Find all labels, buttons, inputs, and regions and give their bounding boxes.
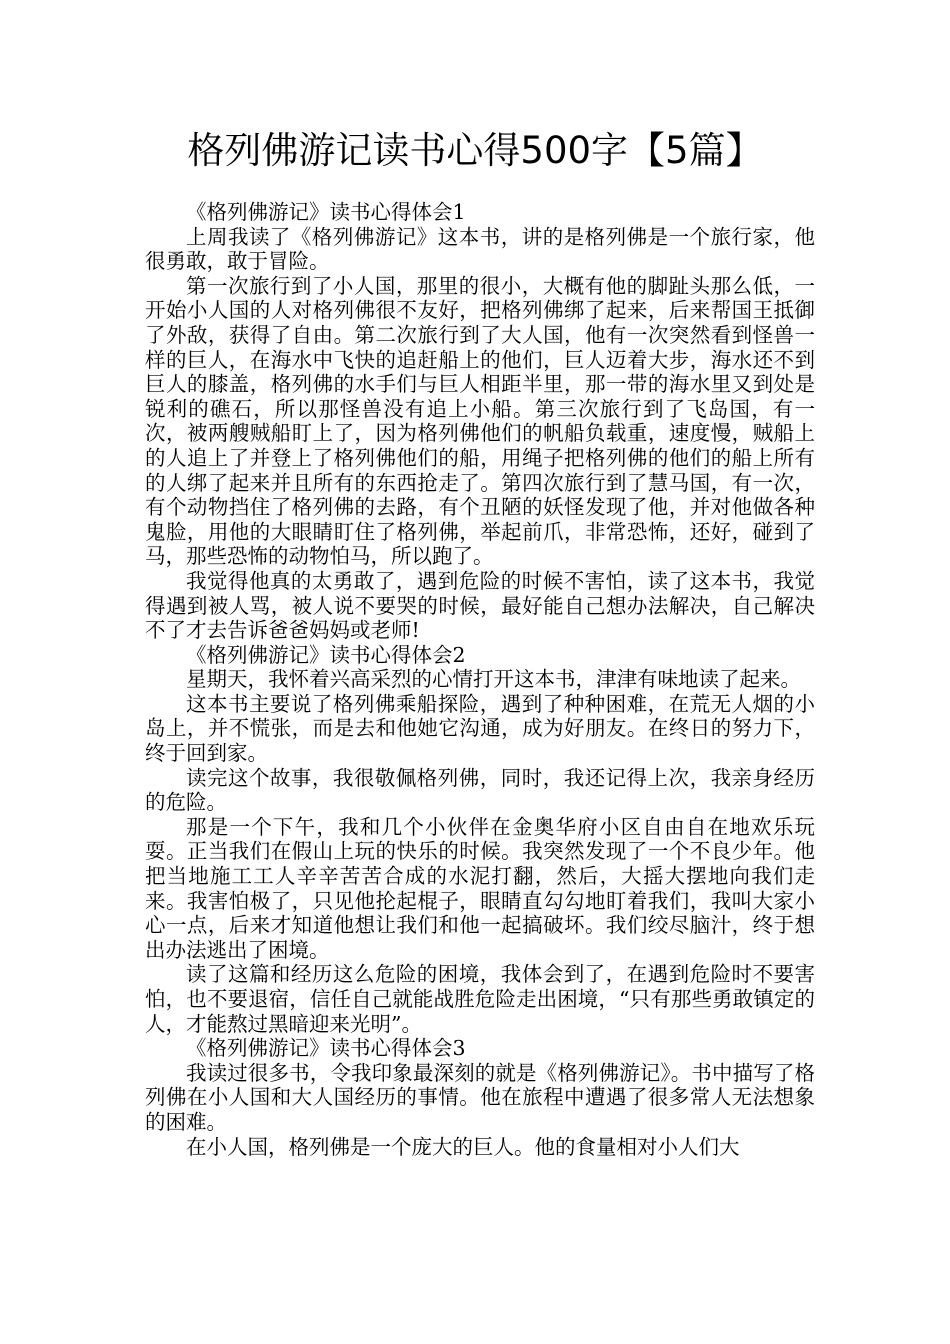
section-heading-3: 《格列佛游记》读书心得体会3 <box>186 1036 466 1061</box>
paragraph: 这本书主要说了格列佛乘船探险，遇到了种种困难，在荒无人烟的小岛上，并不慌张，而是去和他她它沟通，成为好朋友。在终日的努力下，终于回到家。 <box>145 691 815 766</box>
paragraph: 那是一个下午，我和几个小伙伴在金奥华府小区自由自在地欢乐玩耍。正当我们在假山上玩的快乐的时候。我突然发现了一个不良少年。他把当地施工工人辛辛苦苦合成的水泥打翻，然后，大摇大摆地向我们走来。我害怕极了，只见他抡起棍子，眼睛直勾勾地盯着我们，我叫大家小心一点，后来才知道他想让我们和他一起搞破坏。我们绞尽脑汁，终于想出办法逃出了困境。 <box>145 814 815 962</box>
paragraph: 上周我读了《格列佛游记》这本书，讲的是格列佛是一个旅行家，他很勇敢，敢于冒险。 <box>145 224 815 274</box>
paragraph: 读完这个故事，我很敬佩格列佛，同时，我还记得上次，我亲身经历的危险。 <box>145 765 815 815</box>
paragraph: 在小人国，格列佛是一个庞大的巨人。他的食量相对小人们大 <box>186 1134 740 1159</box>
document-title: 格列佛游记读书心得500字【5篇】 <box>187 129 763 172</box>
paragraph: 我读过很多书，令我印象最深刻的就是《格列佛游记》。书中描写了格列佛在小人国和大人国经历的事情。他在旅程中遭遇了很多常人无法想象的困难。 <box>145 1060 815 1134</box>
document-body <box>145 200 815 1159</box>
paragraph: 我觉得他真的太勇敢了，遇到危险的时候不害怕，读了这本书，我觉得遇到被人骂，被人说不要哭的时候，最好能自己想办法解决，自己解决不了才去告诉爸爸妈妈或老师! <box>145 568 815 643</box>
section-heading-1: 《格列佛游记》读书心得体会1 <box>186 200 466 224</box>
paragraph: 第一次旅行到了小人国，那里的很小，大概有他的脚趾头那么低，一开始小人国的人对格列佛很不友好，把格列佛绑了起来，后来帮国王抵御了外敌，获得了自由。第二次旅行到了大人国，他有一次突然看到怪兽一样的巨人，在海水中飞快的追赶船上的他们，巨人迈着大步，海水还不到巨人的膝盖，格列佛的水手们与巨人相距半里，那一带的海水里又到处是锐利的礁石，所以那怪兽没有追上小船。第三次旅行到了飞岛国，有一次，被两艘贼船盯上了，因为格列佛他们的帆船负载重，速度慢，贼船上的人追上了并登上了格列佛他们的船，用绳子把格列佛的他们的船上所有的人绑了起来并且所有的东西抢走了。第四次旅行到了慧马国，有一次，有个动物挡住了格列佛的去路，有个丑陋的妖怪发现了他，并对他做各种鬼脸，用他的大眼睛盯住了格列佛，举起前爪，非常恐怖，还好，碰到了马，那些恐怖的动物怕马，所以跑了。 <box>145 273 815 569</box>
paragraph: 星期天，我怀着兴高采烈的心情打开这本书，津津有味地读了起来。 <box>186 667 801 692</box>
paragraph: 读了这篇和经历这么危险的困境，我体会到了，在遇到危险时不要害怕，也不要退宿，信任自己就能战胜危险走出困境，“只有那些勇敢镇定的人，才能熬过黑暗迎来光明”。 <box>145 962 815 1036</box>
section-heading-2: 《格列佛游记》读书心得体会2 <box>186 642 466 667</box>
